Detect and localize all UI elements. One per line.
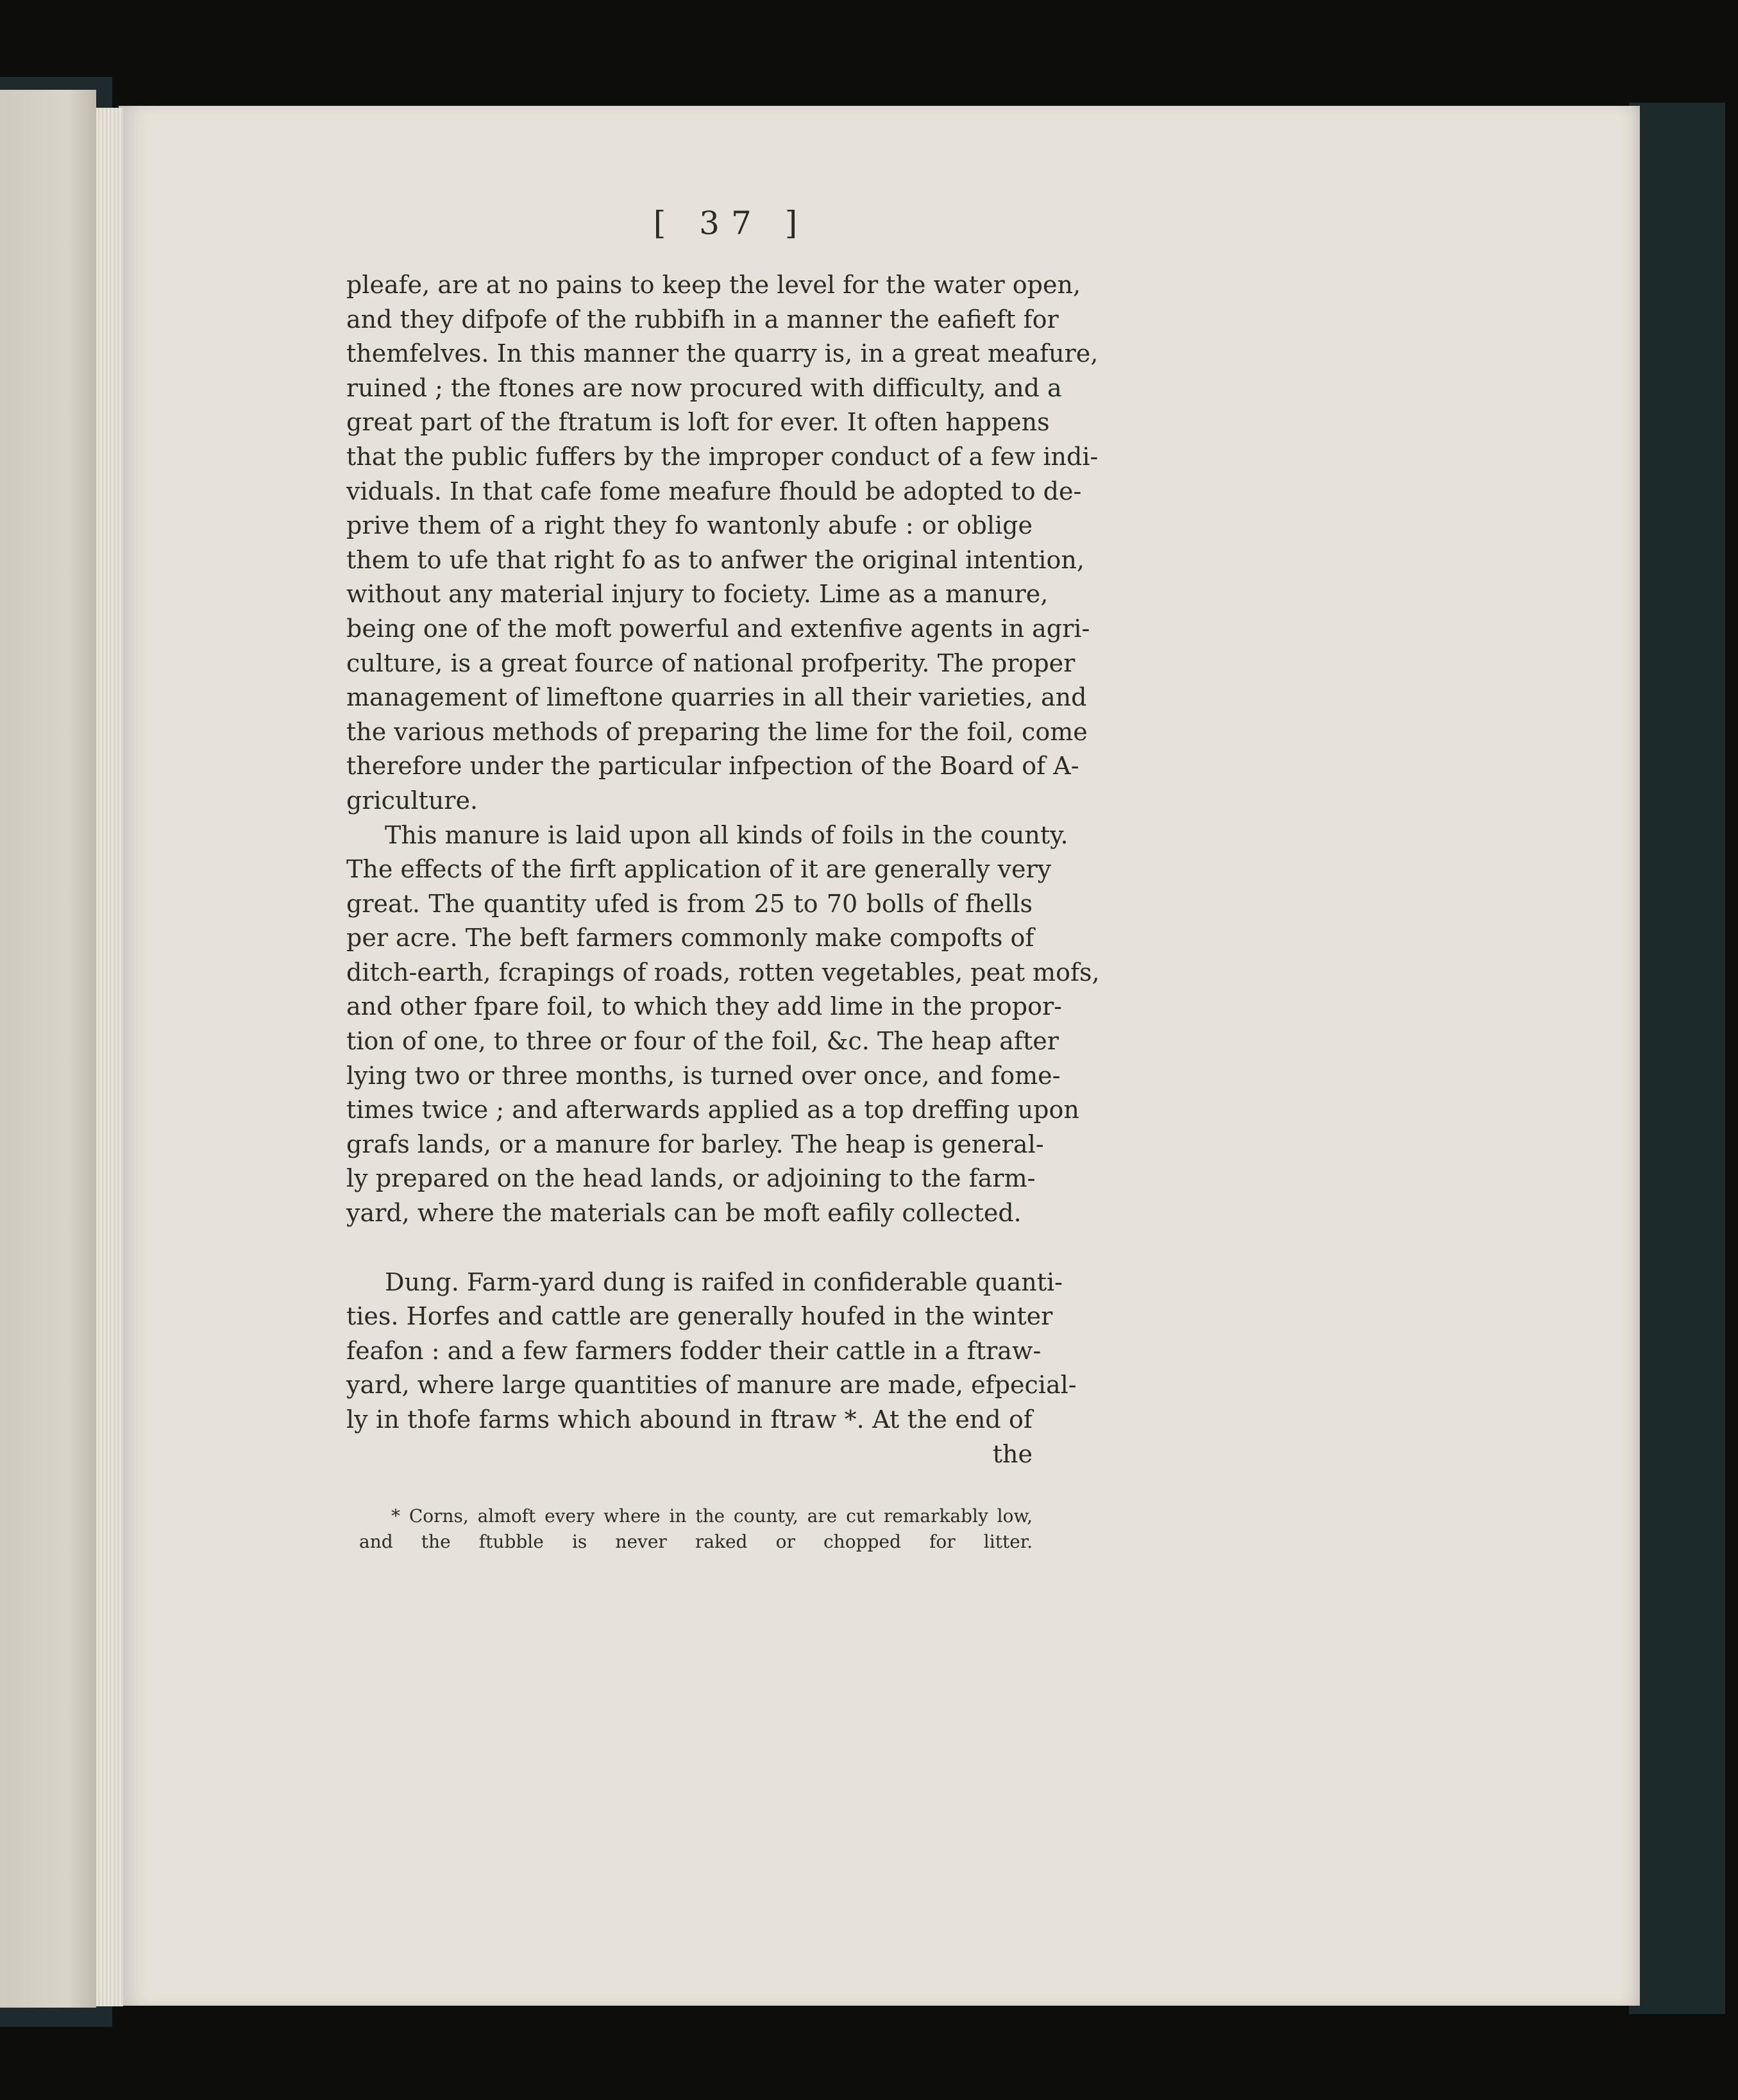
paragraph-quarry: [346, 268, 1099, 818]
paragraph-dung: [346, 1266, 1077, 1472]
text-line: pleafe, are at no pains to keep the level for the water open,: [346, 271, 1081, 299]
text-line: ly prepared on the head lands, or adjoining to the farm-: [346, 1164, 1036, 1193]
text-line: tion of one, to three or four of the foil, &c. The heap after: [346, 1027, 1059, 1056]
text-line: viduals. In that cafe fome meafure fhould be adopted to de-: [346, 477, 1082, 505]
paragraph-lime-manure: [346, 818, 1100, 1231]
text-line: that the public fuffers by the improper conduct of a few indi-: [346, 442, 1099, 471]
text-line: ties. Horfes and cattle are generally houfed in the winter: [346, 1302, 1053, 1331]
text-line: per acre. The beft farmers commonly make compofts of: [346, 924, 1034, 953]
left-page: [0, 90, 96, 2008]
right-book-cover: [1629, 103, 1725, 2014]
catchword: the: [992, 1439, 1033, 1468]
text-line: ly in thofe farms which abound in ftraw *. At the end of: [346, 1405, 1033, 1434]
text-line: management of limeftone quarries in all their varieties, and: [346, 683, 1087, 712]
page-edges: [96, 108, 123, 2006]
text-line: themfelves. In this manner the quarry is, in a great meafure,: [346, 339, 1099, 368]
footnote-line: * Corns, almoft every where in the county, are cut remarkably low,: [391, 1505, 1033, 1527]
text-line: griculture.: [346, 786, 478, 815]
text-line: prive them of a right they fo wantonly abufe : or oblige: [346, 511, 1033, 540]
text-line: lying two or three months, is turned over once, and fome-: [346, 1061, 1061, 1090]
text-line: yard, where large quantities of manure are made, efpecial-: [346, 1371, 1077, 1400]
text-line: them to ufe that right fo as to anfwer the original intention,: [346, 545, 1084, 574]
text-line: great. The quantity ufed is from 25 to 70 bolls of fhells: [346, 889, 1033, 918]
text-line: ditch-earth, fcrapings of roads, rotten vegetables, peat mofs,: [346, 958, 1100, 986]
text-line: being one of the moft powerful and extenfive agents in agri-: [346, 614, 1090, 643]
footnote-line: and the ftubble is never raked or chopped for litter.: [359, 1531, 1033, 1553]
text-line: without any material injury to fociety. Lime as a manure,: [346, 580, 1049, 609]
section-gap: [346, 1231, 1033, 1266]
text-line: and they difpofe of the rubbifh in a manner the eafieft for: [346, 305, 1059, 334]
text-line: and other fpare foil, to which they add lime in the propor-: [346, 992, 1062, 1021]
text-line: therefore under the particular infpection of the Board of A-: [346, 752, 1079, 781]
text-line: This manure is laid upon all kinds of foils in the county.: [385, 820, 1068, 849]
page-header: [430, 204, 1033, 242]
text-line: yard, where the materials can be moft eafily collected.: [346, 1199, 1022, 1228]
text-line: culture, is a great fource of national profperity. The proper: [346, 648, 1076, 677]
text-line: grafs lands, or a manure for barley. The heap is general-: [346, 1130, 1044, 1158]
footnote: [346, 1503, 1033, 1555]
text-line: ruined ; the ftones are now procured with difficulty, and a: [346, 373, 1062, 402]
text-line: Dung. Farm-yard dung is raifed in confiderable quanti-: [385, 1267, 1063, 1296]
text-line: times twice ; and afterwards applied as a top dreffing upon: [346, 1096, 1079, 1124]
text-line: The effects of the firft application of it are generally very: [346, 855, 1052, 884]
page-content: [346, 204, 1100, 1555]
page-number: [ 37 ]: [653, 205, 809, 242]
text-line: great part of the ftratum is loft for ever. It often happens: [346, 408, 1050, 437]
text-line: the various methods of preparing the lime for the foil, come: [346, 717, 1088, 746]
text-line: feafon : and a few farmers fodder their cattle in a ftraw-: [346, 1336, 1042, 1365]
